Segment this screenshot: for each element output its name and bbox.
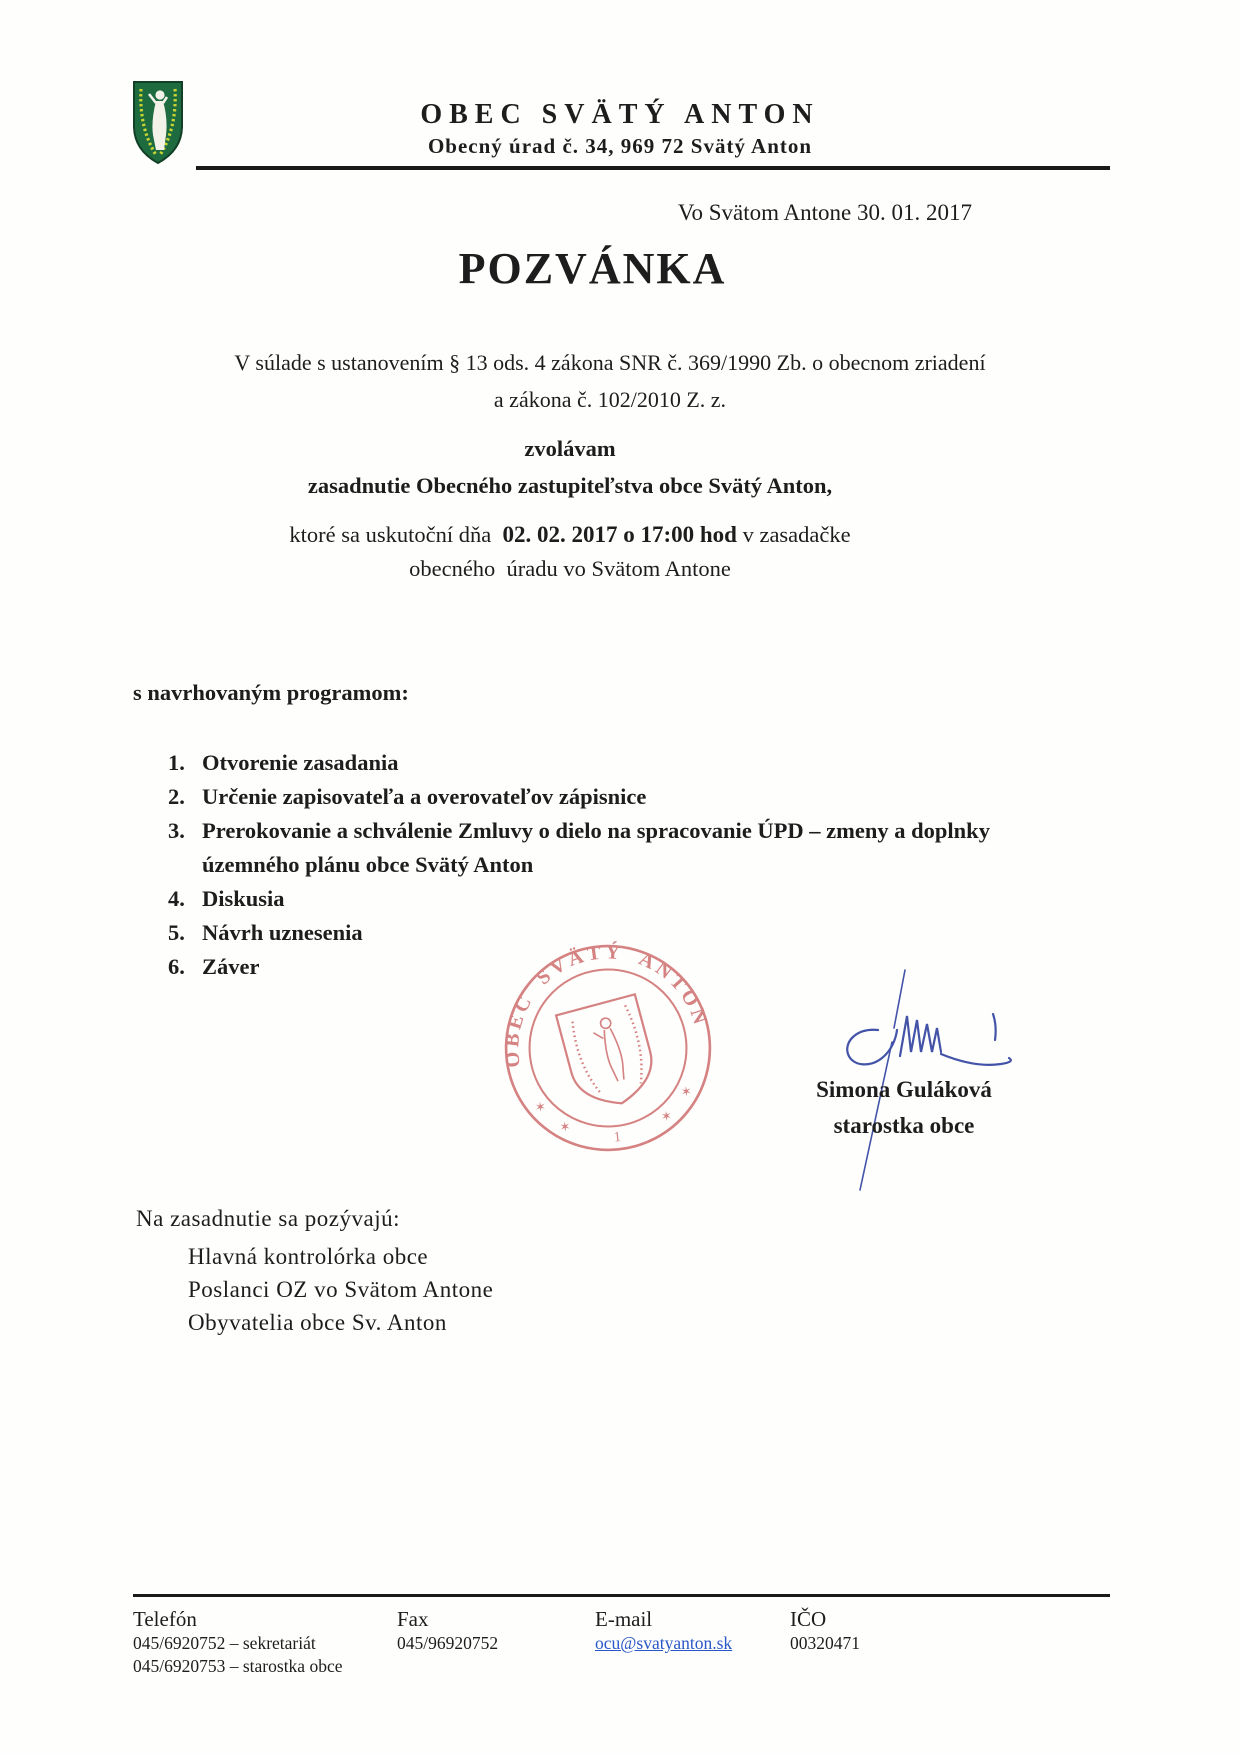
invitee-item: Poslanci OZ vo Svätom Antone bbox=[188, 1277, 494, 1302]
invitees-heading: Na zasadnutie sa pozývajú: bbox=[136, 1206, 400, 1231]
footer-fax-column bbox=[397, 1606, 498, 1655]
stamp-star: ✶ bbox=[660, 1108, 673, 1125]
signature-block bbox=[753, 1072, 1055, 1144]
footer-phone-column bbox=[133, 1606, 342, 1678]
stamp-star: ✶ bbox=[680, 1083, 693, 1100]
official-stamp bbox=[500, 940, 716, 1156]
program-item-text: Záver bbox=[202, 954, 260, 979]
fax-value: 045/96920752 bbox=[397, 1633, 499, 1653]
program-item-number: 6. bbox=[168, 954, 185, 979]
date-line: Vo Svätom Antone 30. 01. 2017 bbox=[677, 200, 972, 225]
program-item-text: Určenie zapisovateľa a overovateľov zápisnice bbox=[202, 784, 647, 809]
legal-line-2: a zákona č. 102/2010 Z. z. bbox=[493, 387, 727, 412]
program-item bbox=[168, 814, 1083, 882]
program-item-number: 1. bbox=[168, 750, 185, 775]
footer-divider bbox=[133, 1594, 1110, 1597]
meeting-when-prefix: ktoré sa uskutoční dňa bbox=[289, 522, 503, 547]
convene-paragraph bbox=[110, 430, 1030, 504]
email-link[interactable]: ocu@svatyanton.sk bbox=[595, 1633, 733, 1653]
header-divider bbox=[196, 166, 1110, 170]
phone-label: Telefón bbox=[133, 1607, 197, 1631]
program-item-number: 3. bbox=[168, 818, 185, 843]
program-item-number: 2. bbox=[168, 784, 185, 809]
invitees-list bbox=[188, 1240, 493, 1339]
convene-line-1: zvolávam bbox=[524, 436, 616, 461]
fax-label: Fax bbox=[397, 1607, 429, 1631]
legal-line-1: V súlade s ustanovením § 13 ods. 4 zákona SNR č. 369/1990 Zb. o obecnom zriadení bbox=[234, 350, 986, 375]
stamp-ring-text: OBEC SVÄTÝ ANTON bbox=[500, 941, 713, 1069]
svg-text:OBEC SVÄTÝ ANTON bbox=[500, 940, 715, 1069]
ico-label: IČO bbox=[790, 1607, 827, 1631]
program-item-number: 4. bbox=[168, 886, 185, 911]
phone-mayor: 045/6920753 – starostka obce bbox=[133, 1656, 343, 1676]
program-item-text: Otvorenie zasadania bbox=[202, 750, 399, 775]
email-label: E-mail bbox=[595, 1607, 653, 1631]
footer-ico-column bbox=[790, 1606, 860, 1655]
invitee-item: Obyvatelia obce Sv. Anton bbox=[188, 1310, 447, 1335]
ico-value: 00320471 bbox=[790, 1633, 860, 1653]
signer-name: Simona Guláková bbox=[816, 1077, 992, 1102]
invitee-item: Hlavná kontrolórka obce bbox=[188, 1244, 429, 1269]
meeting-when-suffix: v zasadačke bbox=[736, 522, 851, 547]
meeting-datetime-line bbox=[110, 522, 1030, 548]
program-item bbox=[168, 746, 1083, 780]
org-address: Obecný úrad č. 34, 969 72 Svätý Anton bbox=[427, 134, 813, 158]
program-item bbox=[168, 882, 1083, 916]
footer-email-column bbox=[595, 1606, 732, 1655]
convene-line-2: zasadnutie Obecného zastupiteľstva obce Svätý Anton, bbox=[307, 473, 833, 498]
phone-secretariat: 045/6920752 – sekretariát bbox=[133, 1633, 316, 1653]
document-title: POZVÁNKA bbox=[458, 244, 727, 293]
stamp-star: ✶ bbox=[534, 1098, 547, 1115]
program-heading: s navrhovaným programom: bbox=[133, 680, 409, 705]
meeting-when-datetime: 02. 02. 2017 o 17:00 hod bbox=[502, 522, 737, 547]
meeting-place-line: obecného úradu vo Svätom Antone bbox=[409, 556, 731, 581]
legal-paragraph bbox=[110, 344, 1110, 418]
stamp-number: 1 bbox=[613, 1128, 622, 1146]
stamp-star: ✶ bbox=[558, 1118, 572, 1135]
program-item-text: Návrh uznesenia bbox=[202, 920, 363, 945]
program-item bbox=[168, 780, 1083, 814]
program-item-text: Prerokovanie a schválenie Zmluvy o dielo na spracovanie ÚPD – zmeny a doplnky územného plánu obce Svätý Anton bbox=[202, 818, 990, 877]
org-name: OBEC SVÄTÝ ANTON bbox=[420, 99, 820, 130]
program-item-text: Diskusia bbox=[202, 886, 285, 911]
signer-title: starostka obce bbox=[833, 1113, 975, 1138]
program-item-number: 5. bbox=[168, 920, 185, 945]
